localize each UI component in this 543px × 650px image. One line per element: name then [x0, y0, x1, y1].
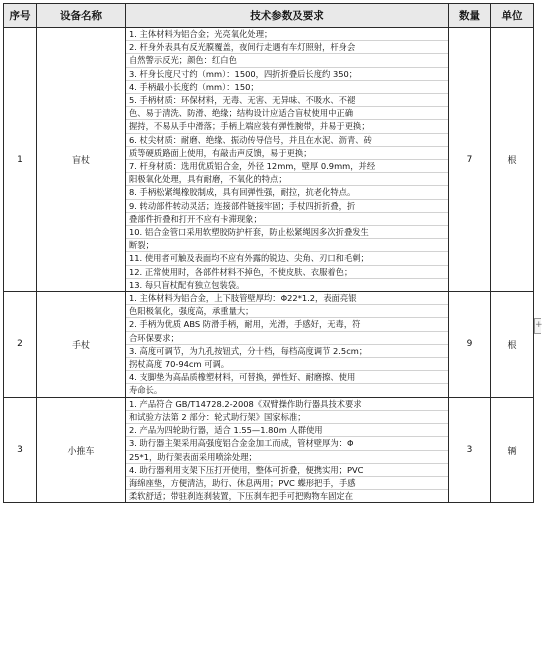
- spec-line: 拐杖高度 70-94cm 可调。: [126, 358, 448, 371]
- cell-qty: 9: [449, 292, 491, 398]
- equipment-spec-table: [3, 3, 534, 503]
- spec-line: 自然警示反光；颜色：红白色: [126, 54, 448, 67]
- spec-line: 质等硬质路面上使用，有敲击声反馈，易于更换；: [126, 147, 448, 160]
- table-header-row: [4, 4, 534, 28]
- spec-line: 握持，不易从手中滑落；手柄上端应装有弹性腕带，并易于更换；: [126, 120, 448, 133]
- spec-line: 合环保要求；: [126, 332, 448, 345]
- cell-no: 3: [4, 397, 37, 503]
- spec-line: 12. 正常使用时，各部件材料不掉色，不使皮肤、衣服着色；: [126, 266, 448, 279]
- cell-name: 小推车: [37, 397, 126, 503]
- cell-name: 盲杖: [37, 28, 126, 292]
- header-spec: 技术参数及要求: [126, 4, 449, 28]
- spec-line: 4. 手柄最小长度约（mm）：150；: [126, 81, 448, 94]
- spec-line: 3. 高度可调节，为九孔按钮式，分十档，每档高度调节 2.5cm；: [126, 345, 448, 358]
- spec-line: 25*1，助行架表面采用喷涂处理；: [126, 451, 448, 464]
- spec-line: 1. 主体材料为铝合金；光亮氧化处理；: [126, 28, 448, 41]
- cell-no: 2: [4, 292, 37, 398]
- spec-line: 和试验方法第 2 部分：轮式助行架》国家标准；: [126, 411, 448, 424]
- table-row: [4, 28, 534, 292]
- spec-line: 2. 杆身外表具有反光膜覆盖，夜间行走遇有车灯照射，杆身会: [126, 41, 448, 54]
- spec-line: 3. 杆身长度尺寸约（mm）：1500，四折折叠后长度约 350；: [126, 68, 448, 81]
- spec-line: 10. 铝合金管口采用软塑胶防护杆套，防止松紧绳因多次折叠发生: [126, 226, 448, 239]
- spec-line: 寿命长。: [129, 385, 163, 396]
- spec-line: 4. 助行器利用支架下压打开使用，整体可折叠，便携实用；PVC: [126, 464, 448, 477]
- cell-no: 1: [4, 28, 37, 292]
- spec-line: 阳极氧化处理，具有耐磨，不氧化的特点；: [126, 173, 448, 186]
- cell-qty: 3: [449, 397, 491, 503]
- spec-line: 5. 手柄材质：环保材料，无毒、无害、无异味、不吸水、不褪: [126, 94, 448, 107]
- cell-qty: 7: [449, 28, 491, 292]
- spec-line: 色阳极氧化，强度高，承重量大；: [126, 305, 448, 318]
- spec-line: 6. 杖尖材质：耐磨、绝缘、振动传导信号，并且在水泥、沥青、砖: [126, 134, 448, 147]
- spec-line: 叠部件折叠和打开不应有卡滞现象；: [126, 213, 448, 226]
- cell-spec: [126, 397, 449, 503]
- cell-unit: 辆: [491, 397, 534, 503]
- header-no: 序号: [4, 4, 37, 28]
- cell-spec: [126, 292, 449, 398]
- spec-line: 8. 手柄松紧绳橡胶制成，具有回弹性强，耐拉，抗老化特点。: [126, 186, 448, 199]
- spec-line: 3. 助行器主架采用高强度铝合金金加工而成，管材壁厚为：Φ: [126, 437, 448, 450]
- spec-line: 2. 手柄为优质 ABS 防滑手柄，耐用，光滑，手感好，无毒，符: [126, 318, 448, 331]
- cell-spec: [126, 28, 449, 292]
- cell-unit: 根: [491, 292, 534, 398]
- spec-line: 柔软舒适；带驻刹连刹装置，下压刹车把手可把购物车固定在: [129, 491, 354, 502]
- header-name: 设备名称: [37, 4, 126, 28]
- spec-line: 7. 杆身材质：选用优质铝合金，外径 12mm，壁厚 0.9mm，并经: [126, 160, 448, 173]
- spec-line: 11. 使用者可触及表面均不应有外露的锐边、尖角、刃口和毛刺；: [126, 252, 448, 265]
- spec-line: 2. 产品为四轮助行器，适合 1.55—1.80m 人群使用: [126, 424, 448, 437]
- spec-line: 4. 支脚垫为高品质橡塑材料，可替换，弹性好、耐磨擦、使用: [126, 371, 448, 384]
- cell-unit: 根: [491, 28, 534, 292]
- spec-line: 9. 转动部件转动灵活；连接部件链接牢固；手杖四折折叠，折: [126, 200, 448, 213]
- spec-line: 1. 主体材料为铝合金，上下肢管壁厚均：Φ22*1.2，表面亮银: [126, 292, 448, 305]
- header-qty: 数量: [449, 4, 491, 28]
- spec-line: 断裂；: [126, 239, 448, 252]
- spec-line: 色、易于清洗、防滑、绝缘；结构设计应适合盲杖使用中正确: [126, 107, 448, 120]
- spec-line: 1. 产品符合 GB/T14728.2-2008《双臂操作助行器具技术要求: [126, 398, 448, 411]
- table-row: [4, 397, 534, 503]
- spec-line: 13. 每只盲杖配有独立包装袋。: [129, 279, 245, 290]
- side-expand-handle[interactable]: +: [534, 318, 541, 334]
- header-unit: 单位: [491, 4, 534, 28]
- table-row: [4, 292, 534, 398]
- spec-line: 海绵座垫，方便清洁，助行、休息两用；PVC 蝶形把手，手感: [126, 477, 448, 490]
- cell-name: 手杖: [37, 292, 126, 398]
